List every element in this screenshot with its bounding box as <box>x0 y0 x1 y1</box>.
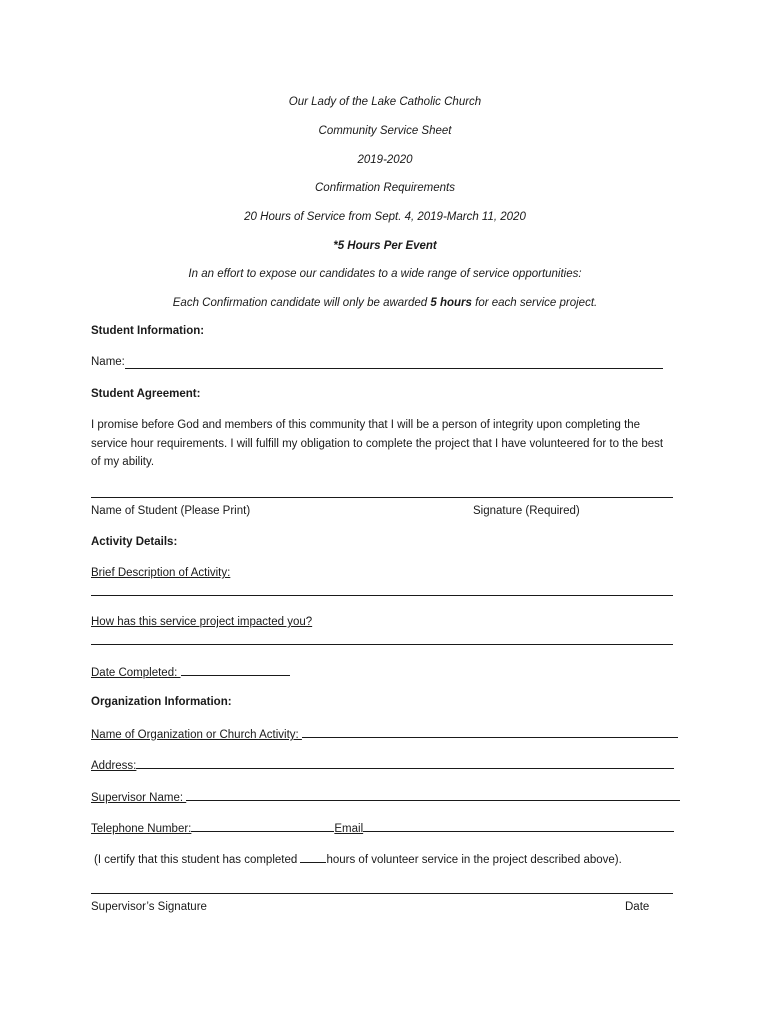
contact-row <box>91 819 674 837</box>
telephone-field[interactable] <box>191 819 334 832</box>
supervisor-row <box>91 788 680 806</box>
supervisor-field[interactable] <box>186 788 680 801</box>
certify-pre: (I certify that this student has completed <box>94 854 301 866</box>
description-field-line[interactable] <box>91 595 673 596</box>
certified-hours-field[interactable] <box>300 850 326 863</box>
date-completed-row <box>91 663 290 681</box>
address-row <box>91 756 674 774</box>
student-name-label: Name of Student (Please Print) <box>91 505 251 517</box>
name-label: Name: <box>91 356 125 368</box>
supervisor-signature-line[interactable] <box>91 893 673 894</box>
activity-heading: Activity Details: <box>91 536 178 548</box>
description-label: Brief Description of Activity: <box>91 567 231 579</box>
email-field[interactable] <box>363 819 674 832</box>
certify-post: hours of volunteer service in the project described above). <box>326 854 622 866</box>
org-name-row <box>91 725 678 743</box>
telephone-label: Telephone Number: <box>91 823 192 835</box>
name-field-line[interactable] <box>125 368 663 369</box>
signature-date-label: Date <box>625 901 650 913</box>
impact-label: How has this service project impacted you? <box>91 616 313 628</box>
student-info-heading: Student Information: <box>91 325 205 337</box>
email-label: Email <box>334 823 364 835</box>
award-pre: Each Confirmation candidate will only be awarded <box>172 297 431 309</box>
school-year: 2019-2020 <box>357 154 413 166</box>
supervisor-label: Supervisor Name: <box>91 792 187 804</box>
hours-range: 20 Hours of Service from Sept. 4, 2019-March 11, 2020 <box>244 211 526 223</box>
award-note <box>0 295 770 311</box>
church-name: Our Lady of the Lake Catholic Church <box>288 96 482 108</box>
award-post: for each service project. <box>471 297 598 309</box>
date-completed-label: Date Completed: <box>91 667 181 679</box>
requirements-title: Confirmation Requirements <box>315 182 455 194</box>
address-field[interactable] <box>136 756 674 769</box>
supervisor-signature-label: Supervisor’s Signature <box>91 901 207 913</box>
agreement-heading: Student Agreement: <box>91 388 201 400</box>
certification-row <box>94 850 622 868</box>
address-label: Address: <box>91 760 137 772</box>
organization-heading: Organization Information: <box>91 696 232 708</box>
agreement-text: I promise before God and members of this community that I will be a person of integrity upon completing the service hour requirements. I will fulfill my obligation to complete the project that I have volunteered for to the best of my ability. <box>91 419 664 468</box>
signature-label: Signature (Required) <box>473 505 580 517</box>
student-signature-line[interactable] <box>91 497 673 498</box>
award-hours: 5 hours <box>430 297 472 309</box>
impact-field-line[interactable] <box>91 644 673 645</box>
org-name-label: Name of Organization or Church Activity: <box>91 729 302 741</box>
effort-note: In an effort to expose our candidates to a wide range of service opportunities: <box>188 268 582 280</box>
sheet-title: Community Service Sheet <box>318 125 452 137</box>
org-name-field[interactable] <box>302 725 678 738</box>
per-event-note: *5 Hours Per Event <box>333 240 437 252</box>
date-completed-field[interactable] <box>181 663 290 676</box>
